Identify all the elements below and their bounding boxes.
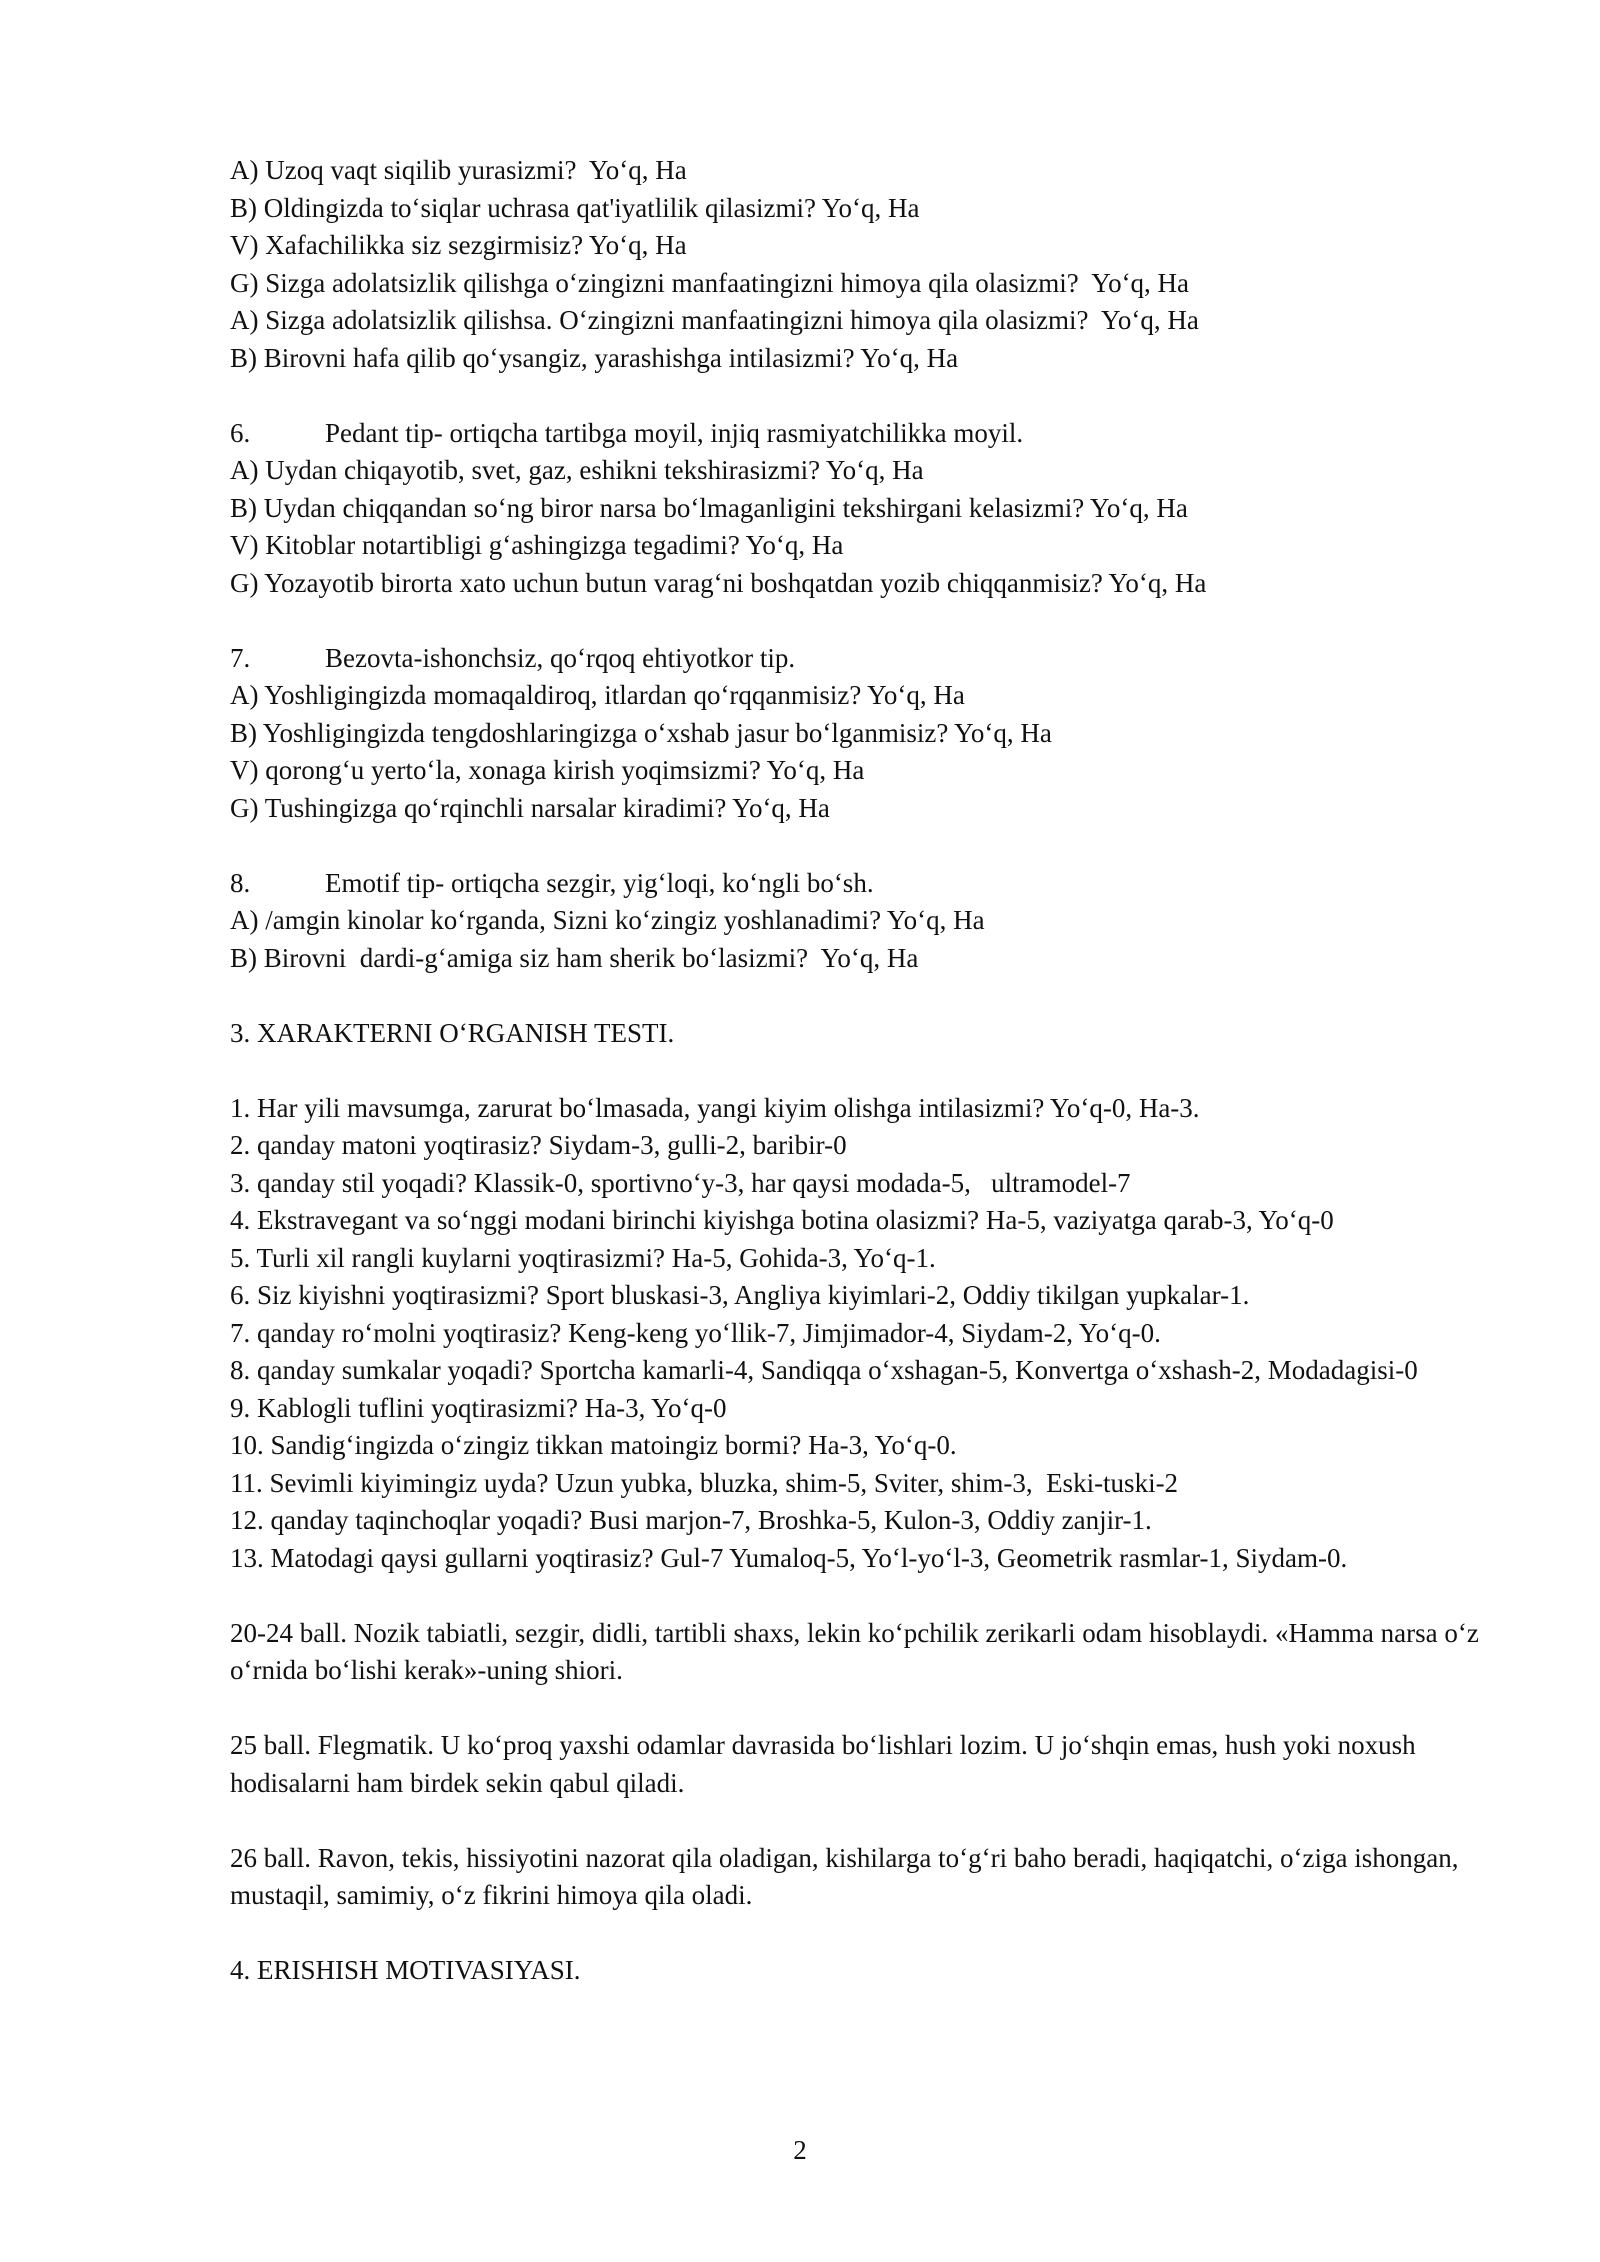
section-heading xyxy=(230,640,1510,678)
question-line: V) Kitoblar notartibligi g‘ashingizga tegadimi? Yo‘q, Ha xyxy=(230,530,844,560)
test-item: 12. qanday taqinchoqlar yoqadi? Busi marjon-7, Broshka-5, Kulon-3, Oddiy zanjir-1. xyxy=(230,1505,1152,1535)
page-content xyxy=(230,152,1510,1990)
question-line: A) Uzoq vaqt siqilib yurasizmi? Yo‘q, Ha xyxy=(230,155,687,185)
test-item: 1. Har yili mavsumga, zarurat bo‘lmasada, yangi kiyim olishga intilasizmi? Yo‘q-0, Ha-3. xyxy=(230,1092,1200,1123)
result-paragraph: 25 ball. Flegmatik. U ko‘proq yaxshi odamlar davrasida bo‘lishlari lozim. U jo‘shqin emas, hush yoki noxush hodisalarni ham birdek sekin qabul qiladi. xyxy=(230,1730,1416,1798)
test-item: 13. Matodagi qaysi gullarni yoqtirasiz? Gul-7 Yumaloq-5, Yo‘l-yo‘l-3, Geometrik rasmlar-1, Siydam-0. xyxy=(230,1542,1348,1573)
test-item: 6. Siz kiyishni yoqtirasizmi? Sport bluskasi-3, Angliya kiyimlari-2, Oddiy tikilgan yupkalar-1. xyxy=(230,1280,1250,1310)
test-item: 3. qanday stil yoqadi? Klassik-0, sportivno‘y-3, har qaysi modada-5, ultramodel-7 xyxy=(230,1167,1131,1198)
question-line: B) Birovni dardi-g‘amiga siz ham sherik bo‘lasizmi? Yo‘q, Ha xyxy=(230,942,919,973)
question-line: A) /amgin kinolar ko‘rganda, Sizni ko‘zingiz yoshlanadimi? Yo‘q, Ha xyxy=(230,905,985,935)
test-heading: 3. XARAKTERNI O‘RGANISH TESTI. xyxy=(230,1017,675,1048)
test-item: 7. qanday ro‘molni yoqtirasiz? Keng-keng yo‘llik-7, Jimjimador-4, Siydam-2, Yo‘q-0. xyxy=(230,1317,1161,1348)
section-7 xyxy=(230,640,1510,828)
test-item: 9. Kablogli tuflini yoqtirasizmi? Ha-3, Yo‘q-0 xyxy=(230,1392,727,1423)
section-heading xyxy=(230,415,1510,453)
question-line: G) Yozayotib birorta xato uchun butun varag‘ni boshqatdan yozib chiqqanmisiz? Yo‘q, Ha xyxy=(230,567,1207,598)
test-item: 4. Ekstravegant va so‘nggi modani birinchi kiyishga botina olasizmi? Ha-5, vaziyatga qarab-3, Yo‘q-0 xyxy=(230,1205,1334,1235)
question-line: A) Uydan chiqayotib, svet, gaz, eshikni tekshirasizmi? Yo‘q, Ha xyxy=(230,455,924,485)
question-line: A) Sizga adolatsizlik qilishsa. O‘zingizni manfaatingizni himoya qila olasizmi? Yo‘q, Ha xyxy=(230,305,1199,335)
question-line: V) Xafachilikka siz sezgirmisiz? Yo‘q, Ha xyxy=(230,230,687,260)
section-title: Pedant tip- ortiqcha tartibga moyil, injiq rasmiyatchilikka moyil. xyxy=(325,417,1024,448)
question-block-1 xyxy=(230,152,1510,377)
section-number: 6. xyxy=(230,417,251,448)
section-8 xyxy=(230,865,1510,978)
character-test-list xyxy=(230,1090,1510,1578)
question-line: G) Sizga adolatsizlik qilishga o‘zingizni manfaatingizni himoya qila olasizmi? Yo‘q, Ha xyxy=(230,267,1190,298)
section-heading-4: 4. ERISHISH MOTIVASIYASI. xyxy=(230,1955,581,1985)
section-number: 8. xyxy=(230,867,251,898)
section-number: 7. xyxy=(230,642,251,673)
question-line: V) qorong‘u yerto‘la, xonaga kirish yoqimsizmi? Yo‘q, Ha xyxy=(230,755,865,785)
result-paragraph: 20-24 ball. Nozik tabiatli, sezgir, didli, tartibli shaxs, lekin ko‘pchilik zerikarli odam hisoblaydi. «Hamma narsa o‘z o‘rnida bo‘lishi kerak»-uning shiori. xyxy=(230,1617,1479,1685)
test-item: 10. Sandig‘ingizda o‘zingiz tikkan matoingiz bormi? Ha-3, Yo‘q-0. xyxy=(230,1430,957,1460)
question-line: G) Tushingizga qo‘rqinchli narsalar kiradimi? Yo‘q, Ha xyxy=(230,792,830,823)
test-item: 5. Turli xil rangli kuylarni yoqtirasizmi? Ha-5, Gohida-3, Yo‘q-1. xyxy=(230,1242,936,1273)
page-number: 2 xyxy=(793,2135,807,2165)
section-heading xyxy=(230,865,1510,903)
question-line: B) Uydan chiqqandan so‘ng biror narsa bo‘lmaganligini tekshirgani kelasizmi? Yo‘q, Ha xyxy=(230,492,1188,523)
question-line: B) Yoshligingizda tengdoshlaringizga o‘xshab jasur bo‘lganmisiz? Yo‘q, Ha xyxy=(230,717,1052,748)
question-line: B) Birovni hafa qilib qo‘ysangiz, yarashishga intilasizmi? Yo‘q, Ha xyxy=(230,342,959,373)
test-item: 2. qanday matoni yoqtirasiz? Siydam-3, gulli-2, baribir-0 xyxy=(230,1130,847,1160)
section-title: Emotif tip- ortiqcha sezgir, yig‘loqi, ko‘ngli bo‘sh. xyxy=(325,867,874,898)
result-paragraph: 26 ball. Ravon, tekis, hissiyotini nazorat qila oladigan, kishilarga to‘g‘ri baho beradi, haqiqatchi, o‘ziga ishongan, mustaqil, samimiy, o‘z fikrini himoya qila oladi. xyxy=(230,1842,1459,1910)
question-line: A) Yoshligingizda momaqaldiroq, itlardan qo‘rqqanmisiz? Yo‘q, Ha xyxy=(230,680,965,710)
section-6 xyxy=(230,415,1510,603)
section-title: Bezovta-ishonchsiz, qo‘rqoq ehtiyotkor tip. xyxy=(325,642,796,673)
test-item: 11. Sevimli kiyimingiz uyda? Uzun yubka, bluzka, shim-5, Sviter, shim-3, Eski-tuski-2 xyxy=(230,1467,1179,1498)
question-line: B) Oldingizda to‘siqlar uchrasa qat'iyatlilik qilasizmi? Yo‘q, Ha xyxy=(230,192,920,223)
test-item: 8. qanday sumkalar yoqadi? Sportcha kamarli-4, Sandiqqa o‘xshagan-5, Konvertga o‘xshash-2, Modadagisi-0 xyxy=(230,1355,1418,1385)
